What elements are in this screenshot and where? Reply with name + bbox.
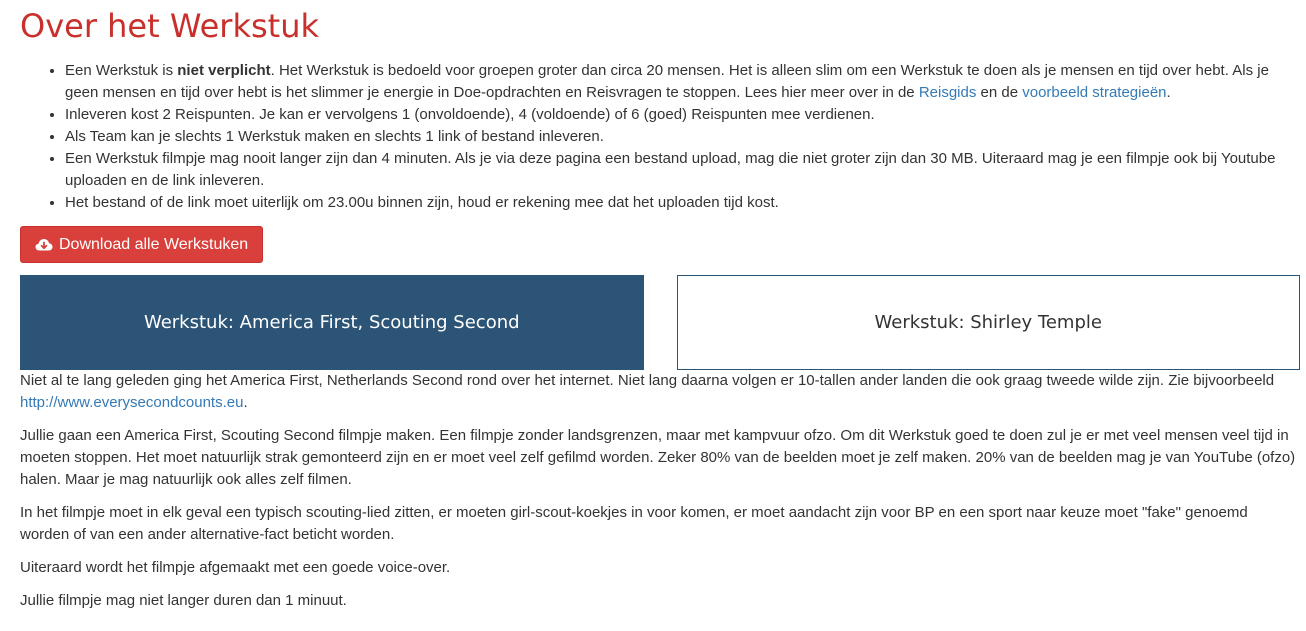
rule-item-cost: • Inleveren kost 2 Reispunten. Je kan er vervolgens 1 (onvoldoende), 4 (voldoende) of 6 (goed) Reispunten mee verdienen. [65, 104, 1300, 126]
download-all-button[interactable] [20, 226, 263, 263]
rule-item-team: • Als Team kan je slechts 1 Werkstuk maken en slechts 1 link of bestand inleveren. [65, 126, 1300, 148]
description-paragraph: Uiteraard wordt het filmpje afgemaakt met een goede voice-over. [20, 559, 451, 576]
rule-item-optional [65, 60, 1300, 104]
description-paragraph [20, 370, 1300, 414]
voorbeeld-strategieen-link[interactable]: voorbeeld strategieën [1022, 84, 1167, 101]
description-paragraph: Jullie gaan een America First, Scouting Second filmpje maken. Een filmpje zonder landsgrenzen, maar met kampvuur ofzo. Om dit Werkstuk goed te doen zul je er met veel mensen veel tijd in moeten stoppen. Het moet natuurlijk strak gemonteerd zijn en er moet veel zelf gefilmd worden. Zeker 80% van de beelden moet je zelf maken. 20% van de beelden mag je van YouTube (ofzo) halen. Maar je mag natuurlijk ook alles zelf filmen. [20, 427, 1296, 488]
rule-text: . [1166, 84, 1171, 101]
rule-emphasis: niet verplicht [177, 62, 271, 79]
description-paragraph: Jullie filmpje mag niet langer duren dan 1 minuut. [20, 592, 347, 609]
rule-item-deadline: • Het bestand of de link moet uiterlijk om 23.00u binnen zijn, houd er rekening mee dat het uploaden tijd kost. [65, 192, 1300, 214]
werkstuk-tabs [20, 275, 1300, 370]
tab-label: Werkstuk: America First, Scouting Second [143, 311, 520, 333]
rule-item-duration: • Een Werkstuk filmpje mag nooit langer zijn dan 4 minuten. Als je via deze pagina een bestand upload, mag die niet groter zijn dan 30 MB. Uiteraard mag je een filmpje ook bij Youtube uploaden en de link inleveren. [65, 148, 1300, 192]
rule-text: en de [976, 84, 1023, 101]
paragraph-text: Niet al te lang geleden ging het America First, Netherlands Second rond over het internet. Niet lang daarna volgen er 10-tallen ander landen die ook graag tweede wilde zijn. Zie bijvoorbeeld [20, 372, 1275, 389]
everysecondcounts-link[interactable]: http://www.everysecondcounts.eu [20, 394, 244, 411]
description-paragraph: In het filmpje moet in elk geval een typisch scouting-lied zitten, er moeten girl-scout-koekjes in voor komen, er moet aandacht zijn voor BP en een sport naar keuze moet "fake" genoemd worden of van een ander alternative-fact beticht worden. [20, 504, 1248, 543]
rule-text: Een Werkstuk is [65, 62, 178, 79]
rule-text: . Het Werkstuk is bedoeld voor groepen groter dan circa 20 mensen. Het is alleen slim om een Werkstuk te doen als je mensen en tijd over hebt. Als je geen mensen en tijd over hebt is het slimmer je energie in Doe-opdrachten en Reisvragen te stoppen. Lees hier meer over in de [65, 62, 1269, 101]
tab-shirley-temple[interactable] [677, 275, 1301, 370]
rules-list [20, 60, 1300, 214]
reisgids-link[interactable]: Reisgids [918, 84, 977, 101]
werkstuk-description [20, 370, 1300, 612]
tab-america-first[interactable] [20, 275, 644, 370]
tab-label: Werkstuk: Shirley Temple [874, 311, 1102, 333]
paragraph-text: . [243, 394, 248, 411]
cloud-download-icon [35, 238, 53, 252]
download-all-label: Download alle Werkstuken [59, 235, 249, 253]
page-title: Over het Werkstuk [20, 7, 319, 45]
